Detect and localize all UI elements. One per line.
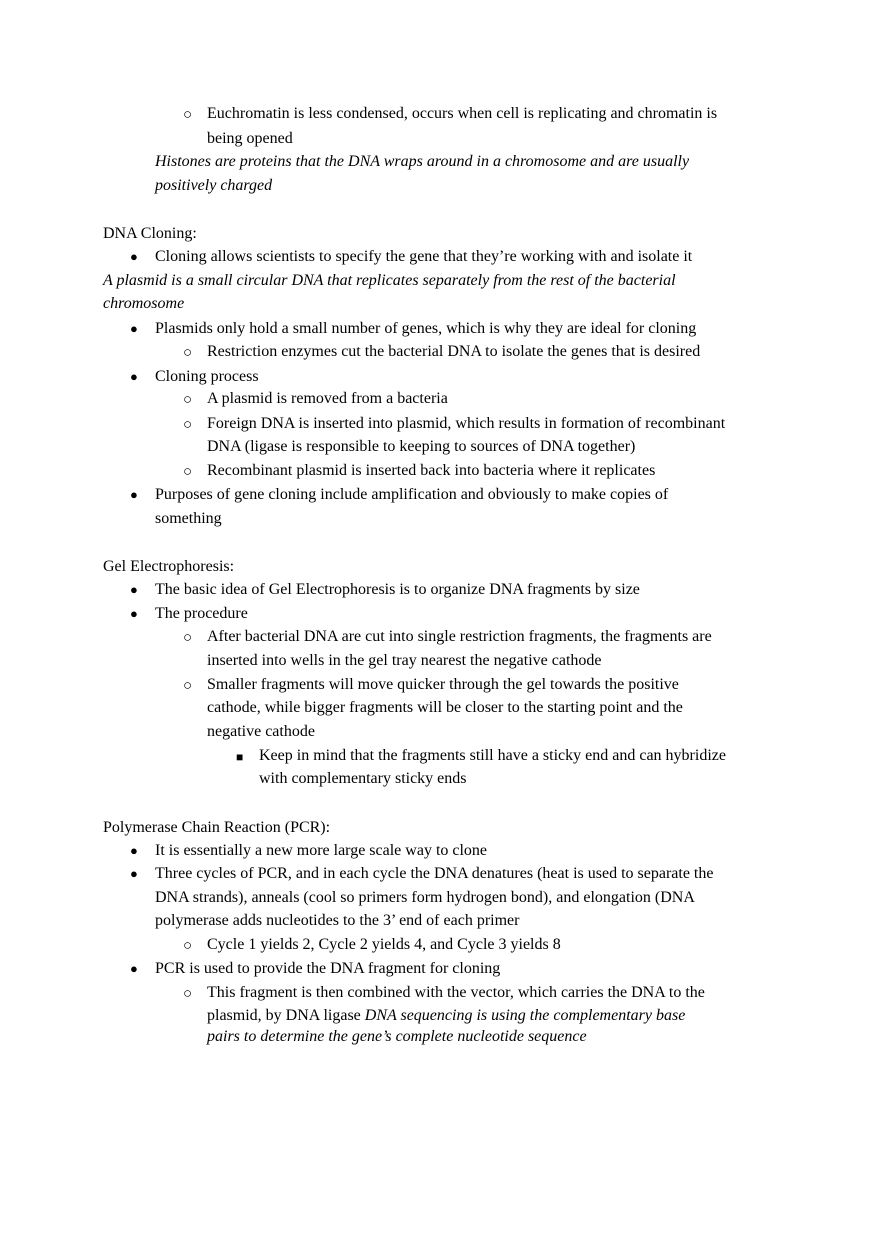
gel-item-1: The basic idea of Gel Electrophoresis is to organize DNA fragments by size [155, 581, 640, 598]
pcr-item-2-sub-1: Cycle 1 yields 2, Cycle 2 yields 4, and Cycle 3 yields 8 [207, 936, 561, 953]
cloning-item-4: Purposes of gene cloning include amplification and obviously to make copies of [155, 486, 669, 503]
bullet-icon: ○ [183, 345, 193, 361]
bullet-icon: ○ [183, 986, 193, 1002]
pcr-item-3-sub-1: This fragment is then combined with the vector, which carries the DNA to the [207, 984, 705, 1001]
gel-subsub-1: Keep in mind that the fragments still have a sticky end and can hybridize [259, 747, 726, 764]
bullet-icon: ● [130, 249, 138, 264]
bullet-icon: ● [130, 843, 138, 858]
bullet-icon: ○ [183, 678, 193, 694]
bullet-icon: ○ [183, 630, 193, 646]
pcr-ligase-text: plasmid, by DNA ligase [207, 1007, 361, 1024]
cloning-item-3-sub-2: Foreign DNA is inserted into plasmid, which results in formation of recombinant [207, 415, 726, 432]
cloning-item-3: Cloning process [155, 368, 259, 385]
cloning-item-2-sub-1: Restriction enzymes cut the bacterial DNA to isolate the genes that is desired [207, 343, 701, 360]
histones-note-cont: positively charged [155, 177, 273, 194]
plasmid-definition-cont: chromosome [103, 295, 185, 312]
pcr-item-3: PCR is used to provide the DNA fragment for cloning [155, 960, 501, 977]
bullet-icon: ○ [183, 392, 193, 408]
euchromatin-text-cont: being opened [207, 130, 293, 147]
dna-cloning-heading: DNA Cloning: [103, 225, 197, 242]
bullet-icon: ● [130, 369, 138, 384]
bullet-icon: ○ [183, 417, 193, 433]
bullet-icon: ○ [183, 464, 193, 480]
euchromatin-text: Euchromatin is less condensed, occurs when cell is replicating and chromatin is [207, 105, 718, 122]
gel-item-2: The procedure [155, 605, 248, 622]
gel-subsub-1-cont: with complementary sticky ends [259, 770, 467, 787]
pcr-item-2: Three cycles of PCR, and in each cycle the DNA denatures (heat is used to separate the [155, 865, 714, 882]
bullet-icon: ● [130, 582, 138, 597]
bullet-icon: ● [130, 866, 138, 881]
cloning-item-2: Plasmids only hold a small number of genes, which is why they are ideal for cloning [155, 320, 697, 337]
bullet-icon: ○ [183, 107, 193, 123]
histones-note: Histones are proteins that the DNA wraps around in a chromosome and are usually [155, 153, 690, 170]
pcr-item-1: It is essentially a new more large scale way to clone [155, 842, 488, 859]
pcr-item-2-cont-2: polymerase adds nucleotides to the 3’ end of each primer [155, 912, 520, 929]
gel-sub-1: After bacterial DNA are cut into single restriction fragments, the fragments are [207, 628, 712, 645]
cloning-item-4-cont: something [155, 510, 222, 527]
cloning-item-3-sub-2-cont: DNA (ligase is responsible to keeping to sources of DNA together) [207, 438, 636, 455]
pcr-item-2-cont-1: DNA strands), anneals (cool so primers form hydrogen bond), and elongation (DNA [155, 889, 695, 906]
dna-sequencing-note-cont: pairs to determine the gene’s complete nucleotide sequence [207, 1028, 587, 1045]
bullet-icon: ■ [236, 750, 244, 764]
bullet-icon: ● [130, 321, 138, 336]
dna-sequencing-note: DNA sequencing is using the complementary base [364, 1007, 686, 1024]
plasmid-definition: A plasmid is a small circular DNA that replicates separately from the rest of the bacterial [103, 272, 676, 289]
cloning-item-1: Cloning allows scientists to specify the gene that they’re working with and isolate it [155, 248, 693, 265]
gel-sub-1-cont: inserted into wells in the gel tray nearest the negative cathode [207, 652, 602, 669]
bullet-icon: ● [130, 487, 138, 502]
bullet-icon: ○ [183, 938, 193, 954]
cloning-item-3-sub-3: Recombinant plasmid is inserted back into bacteria where it replicates [207, 462, 656, 479]
pcr-heading: Polymerase Chain Reaction (PCR): [103, 819, 331, 836]
gel-sub-2: Smaller fragments will move quicker through the gel towards the positive [207, 676, 679, 693]
bullet-icon: ● [130, 961, 138, 976]
cloning-item-3-sub-1: A plasmid is removed from a bacteria [207, 390, 448, 407]
gel-heading: Gel Electrophoresis: [103, 558, 235, 575]
bullet-icon: ● [130, 606, 138, 621]
gel-sub-2-cont-2: negative cathode [207, 723, 315, 740]
gel-sub-2-cont-1: cathode, while bigger fragments will be closer to the starting point and the [207, 699, 683, 716]
